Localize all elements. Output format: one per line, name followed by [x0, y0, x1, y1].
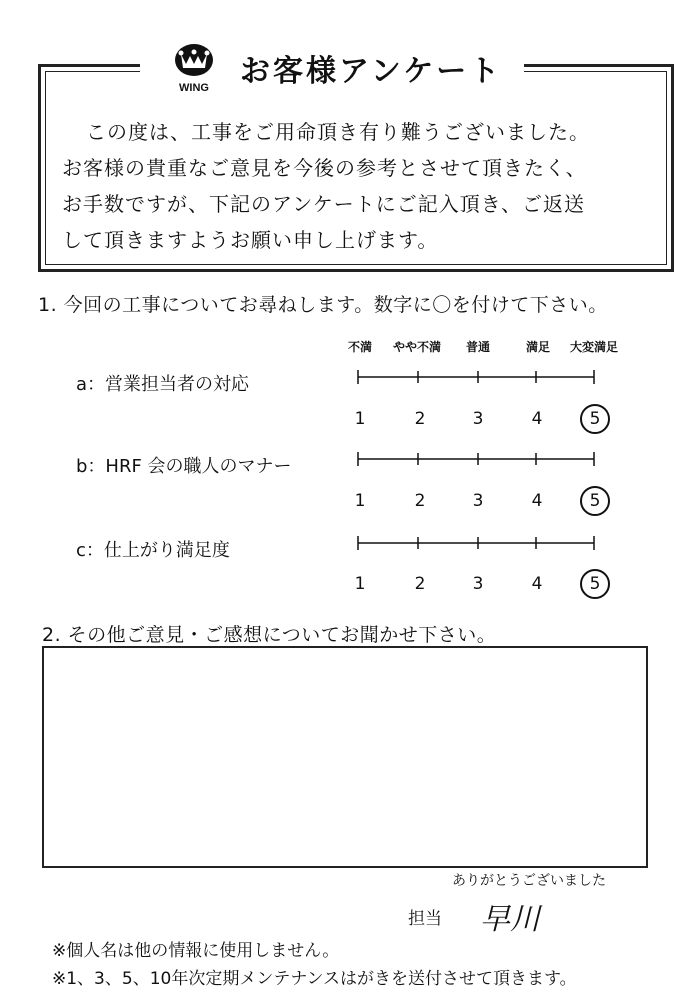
item-b-num-4[interactable]: 4: [531, 491, 543, 511]
item-b-num-1[interactable]: 1: [354, 491, 366, 511]
comment-text: [44, 648, 646, 668]
item-a-num-5[interactable]: 5: [589, 409, 601, 429]
intro-line-1: この度は、工事をご用命頂き有り難うございました。: [86, 120, 590, 144]
item-c-num-3[interactable]: 3: [472, 574, 484, 594]
scale-label-4: 満足: [526, 340, 551, 354]
question2-heading: 2. その他ご意見・ご感想についてお聞かせ下さい。: [42, 624, 497, 646]
item-c-num-2[interactable]: 2: [414, 574, 426, 594]
wing-logo-text: WING: [179, 82, 209, 94]
page-title: お客様アンケート: [240, 54, 503, 89]
item-c-scale-line: [354, 534, 602, 554]
item-b-num-3[interactable]: 3: [472, 491, 484, 511]
scale-label-2: やや不満: [393, 340, 442, 354]
intro-line-2: お客様の貴重なご意見を今後の参考とさせて頂きたく、: [62, 156, 587, 180]
item-b-scale-line: [354, 450, 602, 470]
scale-label-5: 大変満足: [570, 340, 619, 354]
item-a-scale-line: [354, 368, 602, 388]
item-c-num-1[interactable]: 1: [354, 574, 366, 594]
item-b-num-2[interactable]: 2: [414, 491, 426, 511]
item-a-label: a：営業担当者の対応: [76, 374, 250, 395]
item-a-num-4[interactable]: 4: [531, 409, 543, 429]
staff-signature: 早川: [480, 902, 540, 937]
question1-heading: 1. 今回の工事についてお尋ねします。数字に〇を付けて下さい。: [38, 294, 608, 316]
comment-box[interactable]: [42, 646, 648, 868]
item-a-selected-circle: [580, 404, 610, 434]
item-b-num-5[interactable]: 5: [589, 491, 601, 511]
item-a-num-1[interactable]: 1: [354, 409, 366, 429]
item-c-num-4[interactable]: 4: [531, 574, 543, 594]
scale-label-1: 不満: [348, 340, 373, 354]
item-c-selected-circle: [580, 569, 610, 599]
intro-line-4: して頂きますようお願い申し上げます。: [62, 228, 439, 252]
item-b-selected-circle: [580, 486, 610, 516]
item-b-label: b：HRF 会の職人のマナー: [76, 456, 292, 477]
note-1: ※個人名は他の情報に使用しません。: [52, 941, 340, 961]
header-title-area: [140, 40, 524, 96]
thanks-text: ありがとうございました: [452, 873, 606, 889]
item-a-num-2[interactable]: 2: [414, 409, 426, 429]
intro-line-3: お手数ですが、下記のアンケートにご記入頂き、ご返送: [62, 192, 585, 216]
item-a-num-3[interactable]: 3: [472, 409, 484, 429]
note-2: ※1、3、5、10年次定期メンテナンスはがきを送付させて頂きます。: [52, 969, 577, 989]
item-c-label: c：仕上がり満足度: [76, 540, 230, 561]
scale-label-3: 普通: [466, 340, 491, 354]
staff-label: 担当: [408, 909, 442, 929]
item-c-num-5[interactable]: 5: [589, 574, 601, 594]
wing-logo: [162, 40, 226, 96]
